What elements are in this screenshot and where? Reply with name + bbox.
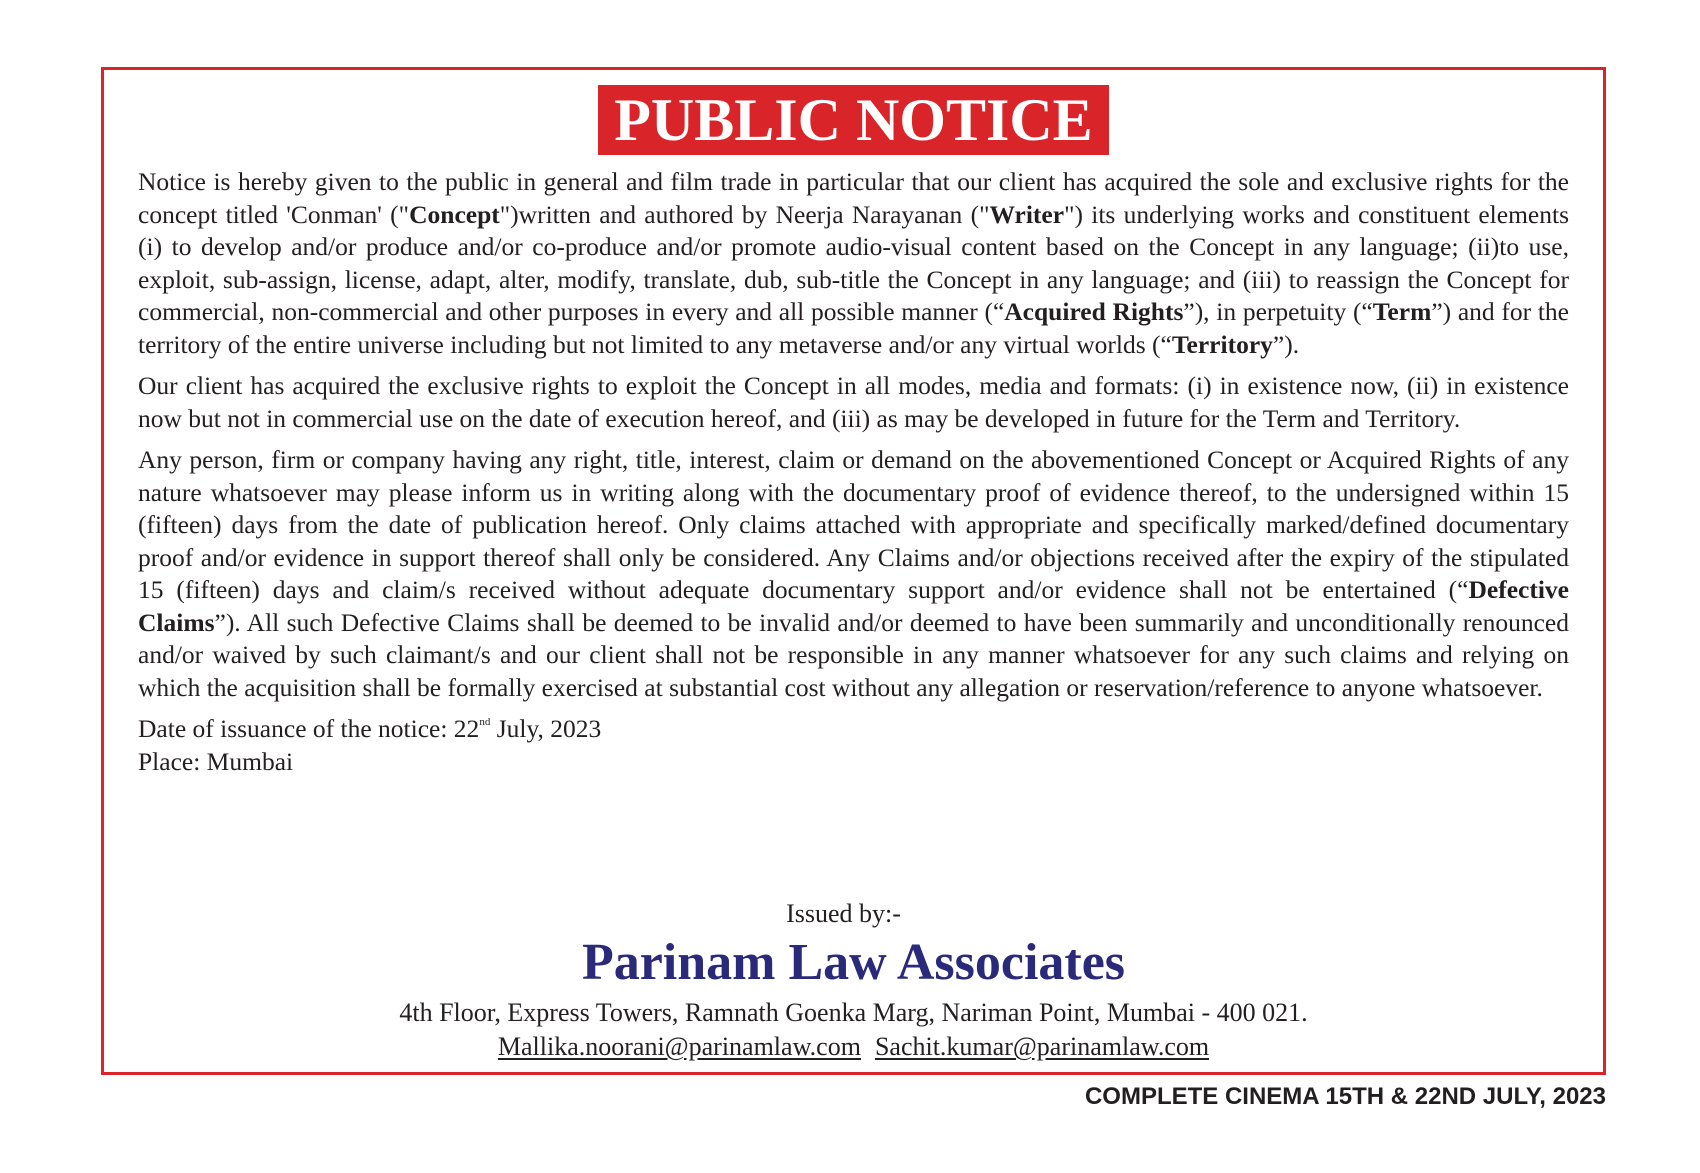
firm-name: Parinam Law Associates [581, 934, 1126, 991]
notice-title: PUBLIC NOTICE [598, 85, 1108, 155]
email-link-mallika[interactable]: Mallika.noorani@parinamlaw.com [497, 1032, 861, 1061]
email-link-sachit[interactable]: Sachit.kumar@parinamlaw.com [874, 1032, 1210, 1061]
text-run: ”), in perpetuity (“ [1183, 297, 1373, 326]
date-ordinal-suffix: nd [479, 716, 491, 728]
date-label: Date of issuance of the notice: 22 [138, 714, 480, 743]
defined-term-concept: Concept [409, 199, 500, 229]
text-run: Notice is hereby given to the public in general and film trade in particular that our client has acquired the sole and exclusive rights for the concept titled 'Conman' (" [138, 167, 1569, 229]
paragraph-rights-acquisition [138, 166, 1569, 361]
issuer-block [104, 898, 1603, 1064]
defined-term-acquired-rights: Acquired Rights [1004, 297, 1184, 326]
paragraph-exclusive-rights: Our client has acquired the exclusive rights to exploit the Concept in all modes, media and formats: (i) in existence now, (ii) in existence now but not in commercial use on the date of execution hereof, and (iii) as may be developed in future for the Term and Territory. [138, 371, 1569, 433]
defined-term-territory: Territory [1171, 329, 1273, 359]
text-run: ”). [1272, 329, 1300, 359]
firm-address: 4th Floor, Express Towers, Ramnath Goenka Marg, Nariman Point, Mumbai - 400 021. [399, 998, 1308, 1027]
issuance-date [138, 713, 1569, 746]
issued-by-label: Issued by:- [786, 899, 901, 928]
defined-term-term: Term [1372, 297, 1432, 326]
text-run: ”). All such Defective Claims shall be deemed to be invalid and/or deemed to have been summarily and unconditionally renounced and/or waived by such claimant/s and our client shall not be responsible in any manner whatsoever for any such claims and relying on which the acquisition shall be formally exercised at substantial cost without any allegation or reservation/reference to anyone whatsoever. [138, 607, 1569, 702]
issuance-place: Place: Mumbai [138, 746, 294, 776]
text-run: ”) and for the territory of the entire universe including but not limited to any metaverse and/or any virtual worlds (“ [138, 297, 1569, 359]
text-run: ") its underlying works and constituent elements (i) to develop and/or produce and/or co-produce and/or promote audio-visual content based on the Concept in any language; (ii)to use, exploit, sub-assign, license, adapt, alter, modify, translate, dub, sub-title the Concept in any language; and (iii) to reassign the Concept for commercial, non-commercial and other purposes in every and all possible manner (“ [138, 199, 1569, 326]
title-wrapper [104, 85, 1603, 155]
notice-body [138, 166, 1569, 778]
defined-term-defective-claims: Defective Claims [138, 575, 1569, 637]
email-links [104, 1030, 1603, 1064]
text-run: ")written and authored by Neerja Narayanan (" [499, 199, 990, 229]
text-run: Any person, firm or company having any right, title, interest, claim or demand on the abovementioned Concept or Acquired Rights of any nature whatsoever may please inform us in writing along with the documentary proof of evidence thereof, to the undersigned within 15 (fifteen) days from the date of publication hereof. Only claims attached with appropriate and specifically marked/defined documentary proof and/or evidence in support thereof shall only be considered. Any Claims and/or objections received after the expiry of the stipulated 15 (fifteen) days and claim/s received without adequate documentary support and/or evidence shall not be entertained (“ [138, 445, 1569, 604]
defined-term-writer: Writer [989, 199, 1065, 229]
paragraph-claims [138, 444, 1569, 704]
date-rest: July, 2023 [490, 714, 602, 743]
public-notice-frame [101, 67, 1606, 1075]
publication-caption: COMPLETE CINEMA 15TH & 22ND JULY, 2023 [1084, 1083, 1606, 1110]
